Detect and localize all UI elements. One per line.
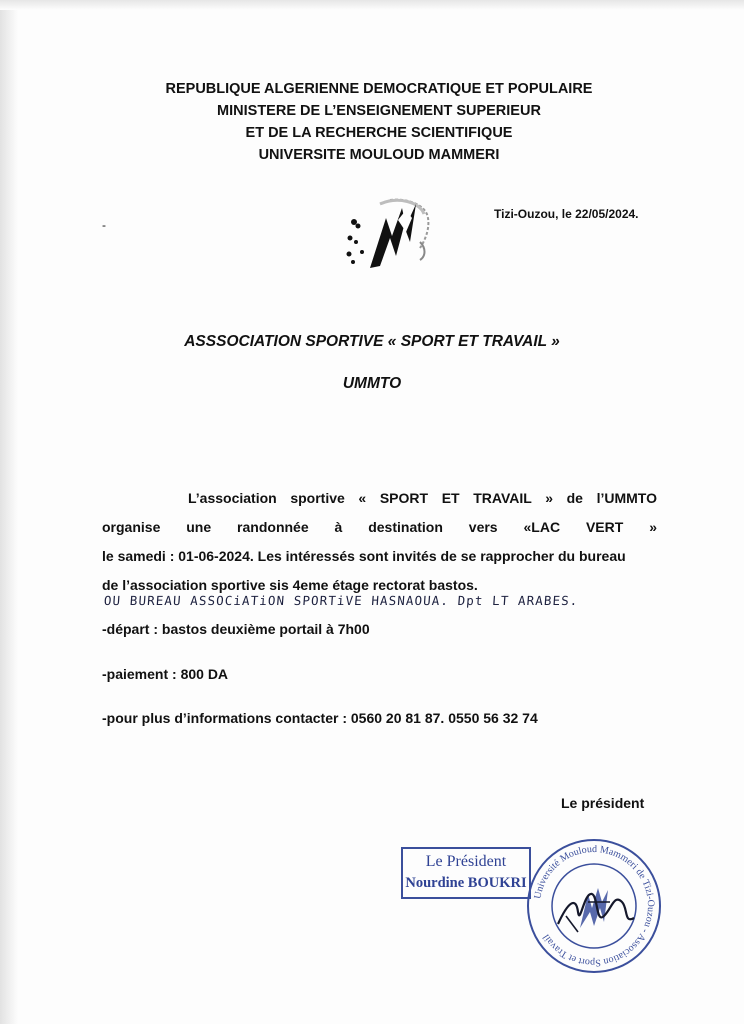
header-line-university: UNIVERSITE MOULOUD MAMMERI [258, 147, 500, 163]
stamp-role: Le Président [425, 853, 507, 870]
header-line-research: ET DE LA RECHERCHE SCIENTIFIQUE [245, 125, 513, 141]
header-line-ministry: MINISTERE DE L’ENSEIGNEMENT SUPERIEUR [217, 103, 541, 119]
association-subtitle: UMMTO [342, 375, 402, 392]
paragraph-line-4: de l’association sportive sis 4eme étage rectorat bastos. [102, 577, 478, 593]
payment-info: -paiement : 800 DA [102, 666, 229, 682]
header-line-republic: REPUBLIQUE ALGERIENNE DEMOCRATIQUE ET POPULAIRE [165, 81, 593, 97]
handwritten-note: OU BUREAU ASSOCiATiON SPORTiVE HASNAOUA. Dpt LT ARABES. [103, 593, 579, 608]
margin-dash: - [102, 218, 106, 232]
signature-title: Le président [561, 795, 645, 811]
paragraph-line-3: le samedi : 01-06-2024. Les intéressés sont invités de se rapprocher du bureau [102, 548, 626, 564]
association-title: ASSSOCIATION SPORTIVE « SPORT ET TRAVAIL » [184, 333, 560, 350]
stamp-name: Nourdine BOUKRI [405, 875, 527, 891]
letterhead [0, 78, 744, 166]
letter-date: Tizi-Ouzou, le 22/05/2024. [494, 207, 639, 221]
paragraph-line-1: L’association sportive « SPORT ET TRAVAIL » de l’UMMTO [188, 490, 657, 506]
announcement-paragraph [102, 484, 657, 600]
page-top-shadow [0, 0, 744, 10]
departure-info: -départ : bastos deuxième portail à 7h00 [102, 621, 370, 637]
contact-info: -pour plus d’informations contacter : 0560 20 81 87. 0550 56 32 74 [102, 710, 538, 726]
association-round-stamp [518, 832, 670, 980]
university-logo [340, 196, 436, 278]
round-stamp-text: Université Mouloud Mammeri de Tizi-Ouzou - Association Sport et Travail [532, 843, 657, 969]
president-stamp [401, 847, 531, 899]
paragraph-line-2: organise une randonnée à destination vers «LAC VERT » [102, 519, 657, 535]
